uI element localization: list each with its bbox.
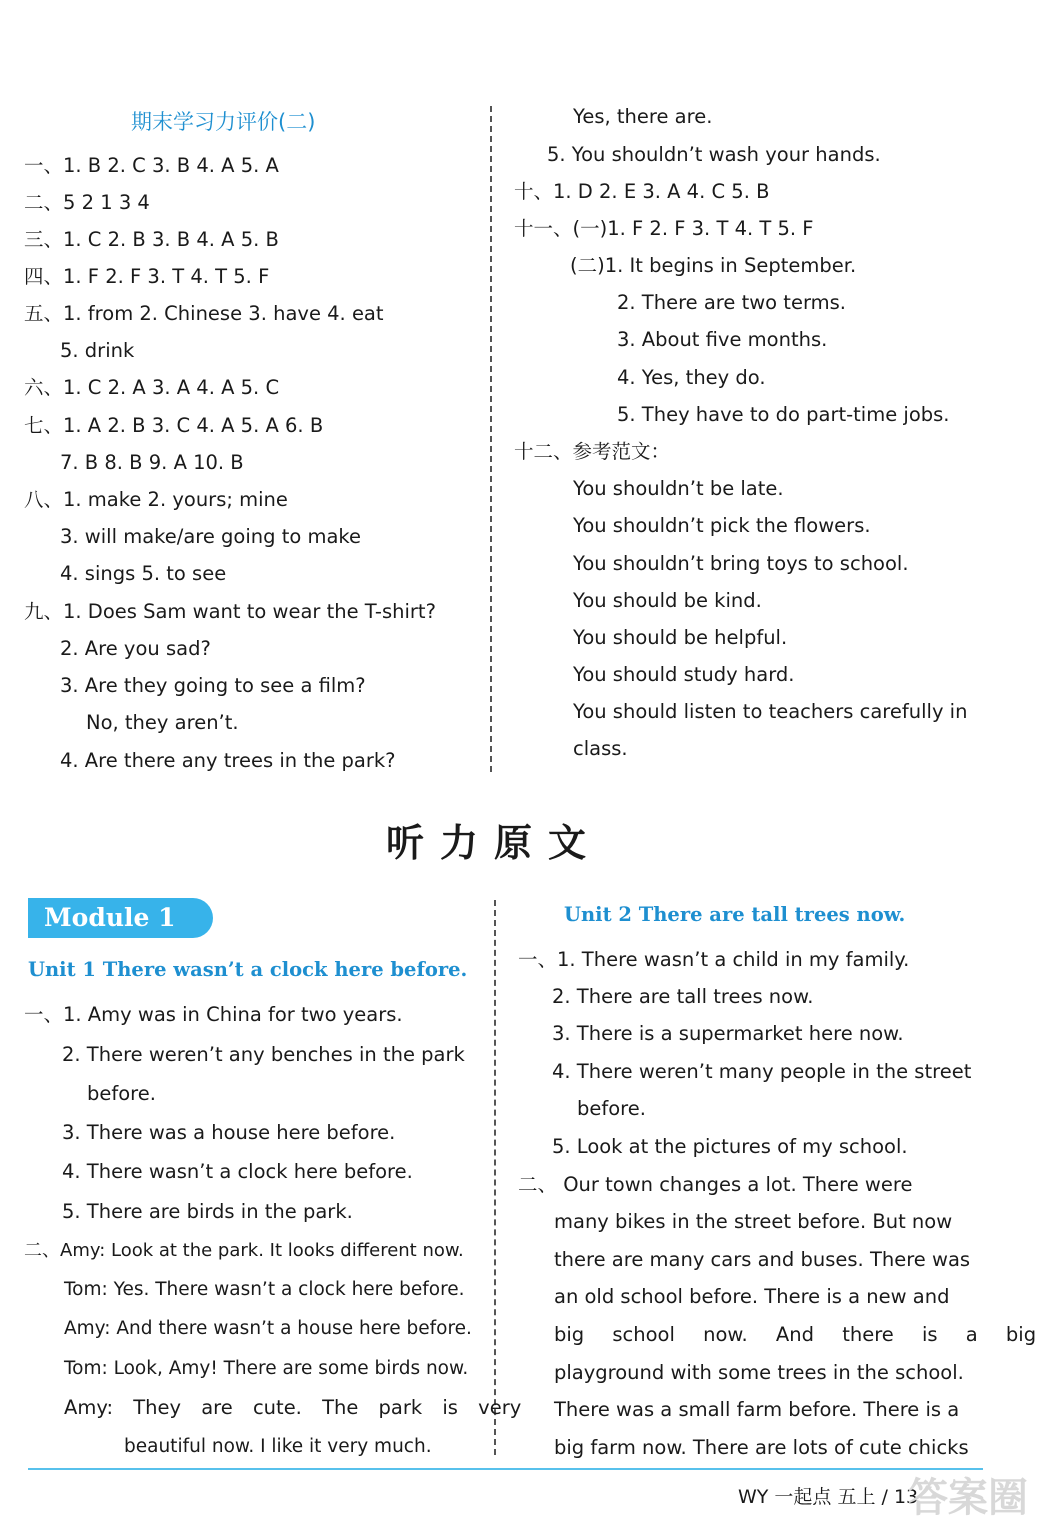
answer-line: 八、1. make 2. yours; mine — [24, 488, 288, 511]
transcript-line: there are many cars and buses. There was — [554, 1248, 971, 1271]
answer-line: Yes, there are. — [573, 105, 713, 128]
answer-line: 四、1. F 2. F 3. T 4. T 5. F — [24, 265, 270, 288]
transcript-line: beautiful now. I like it very much. — [124, 1436, 432, 1457]
unit2-heading: Unit 2 There are tall trees now. — [564, 903, 906, 926]
transcript-line: 4. There weren’t many people in the street — [552, 1060, 972, 1083]
answer-line: 4. sings 5. to see — [60, 562, 227, 585]
transcript-line: big farm now. There are lots of cute chicks — [554, 1436, 969, 1459]
column-divider-bottom — [494, 900, 496, 1455]
section1-heading: 期末学习力评价(二) — [131, 110, 316, 134]
transcript-line: There was a small farm before. There is a — [554, 1398, 960, 1421]
watermark: 答案圈 — [908, 1475, 1028, 1521]
transcript-line: many bikes in the street before. But now — [554, 1210, 953, 1233]
transcript-line: 二、 Our town changes a lot. There were — [518, 1173, 913, 1196]
answer-line: 十一、(一)1. F 2. F 3. T 4. T 5. F — [514, 217, 814, 240]
transcript-line: before. — [577, 1097, 646, 1120]
answer-line: You should be kind. — [573, 589, 762, 612]
answer-line: 一、1. B 2. C 3. B 4. A 5. A — [24, 154, 279, 177]
transcript-line: 5. There are birds in the park. — [62, 1200, 353, 1223]
section2-title: 听力原文 — [386, 821, 603, 865]
footer-rule — [28, 1468, 983, 1470]
answer-line: You should study hard. — [573, 663, 795, 686]
transcript-line: 5. Look at the pictures of my school. — [552, 1135, 908, 1158]
answer-line: No, they aren’t. — [86, 711, 239, 734]
transcript-line: playground with some trees in the school. — [554, 1361, 964, 1384]
transcript-line: Tom: Look, Amy! There are some birds now. — [64, 1358, 469, 1379]
answer-line: 7. B 8. B 9. A 10. B — [60, 451, 244, 474]
answer-line: 5. drink — [60, 339, 135, 362]
answer-line: 2. Are you sad? — [60, 637, 211, 660]
answer-line: 3. Are they going to see a film? — [60, 674, 366, 697]
answer-line: 3. About five months. — [617, 328, 828, 351]
answer-line: 九、1. Does Sam want to wear the T-shirt? — [24, 600, 436, 623]
transcript-line: 一、1. There wasn’t a child in my family. — [518, 948, 910, 971]
transcript-line: Amy: And there wasn’t a house here before. — [64, 1318, 472, 1339]
transcript-line: big school now. And there is a big — [554, 1323, 1037, 1346]
transcript-line: Tom: Yes. There wasn’t a clock here before. — [64, 1279, 465, 1300]
transcript-line: before. — [87, 1082, 156, 1105]
transcript-line: Amy: They are cute. The park is very — [64, 1396, 522, 1419]
answer-line: You shouldn’t pick the flowers. — [573, 514, 871, 537]
answer-line: You shouldn’t be late. — [573, 477, 784, 500]
module-label-text: Module 1 — [44, 903, 176, 932]
transcript-line: 一、1. Amy was in China for two years. — [24, 1003, 403, 1026]
module-label — [28, 898, 213, 938]
answer-line: 三、1. C 2. B 3. B 4. A 5. B — [24, 228, 279, 251]
unit1-heading: Unit 1 There wasn’t a clock here before. — [28, 958, 468, 981]
transcript-line: an old school before. There is a new and — [554, 1285, 950, 1308]
answer-line: 二、5 2 1 3 4 — [24, 191, 150, 214]
answer-line: You shouldn’t bring toys to school. — [573, 552, 909, 575]
answer-line: 六、1. C 2. A 3. A 4. A 5. C — [24, 376, 280, 399]
transcript-line: 2. There are tall trees now. — [552, 985, 814, 1008]
transcript-line: 3. There was a house here before. — [62, 1121, 396, 1144]
answer-line: 2. There are two terms. — [617, 291, 846, 314]
answer-line: 4. Yes, they do. — [617, 366, 766, 389]
page-footer: WY 一起点 五上 / 13 — [738, 1486, 919, 1508]
answer-line: class. — [573, 737, 628, 760]
transcript-line: 二、Amy: Look at the park. It looks different now. — [24, 1240, 464, 1261]
answer-line: You should be helpful. — [573, 626, 788, 649]
answer-line: 十、1. D 2. E 3. A 4. C 5. B — [514, 180, 770, 203]
transcript-line: 4. There wasn’t a clock here before. — [62, 1160, 413, 1183]
answer-line: (二)1. It begins in September. — [570, 254, 857, 277]
answer-line: 5. You shouldn’t wash your hands. — [547, 143, 881, 166]
transcript-line: 3. There is a supermarket here now. — [552, 1022, 904, 1045]
answer-line: 5. They have to do part-time jobs. — [617, 403, 950, 426]
column-divider-top — [490, 106, 492, 772]
answer-line: 十二、参考范文： — [514, 440, 671, 463]
answer-line: 3. will make/are going to make — [60, 525, 362, 548]
answer-line: 4. Are there any trees in the park? — [60, 749, 396, 772]
answer-line: 五、1. from 2. Chinese 3. have 4. eat — [24, 302, 384, 325]
answer-line: You should listen to teachers carefully in — [573, 700, 968, 723]
transcript-line: 2. There weren’t any benches in the park — [62, 1043, 465, 1066]
answer-line: 七、1. A 2. B 3. C 4. A 5. A 6. B — [24, 414, 324, 437]
